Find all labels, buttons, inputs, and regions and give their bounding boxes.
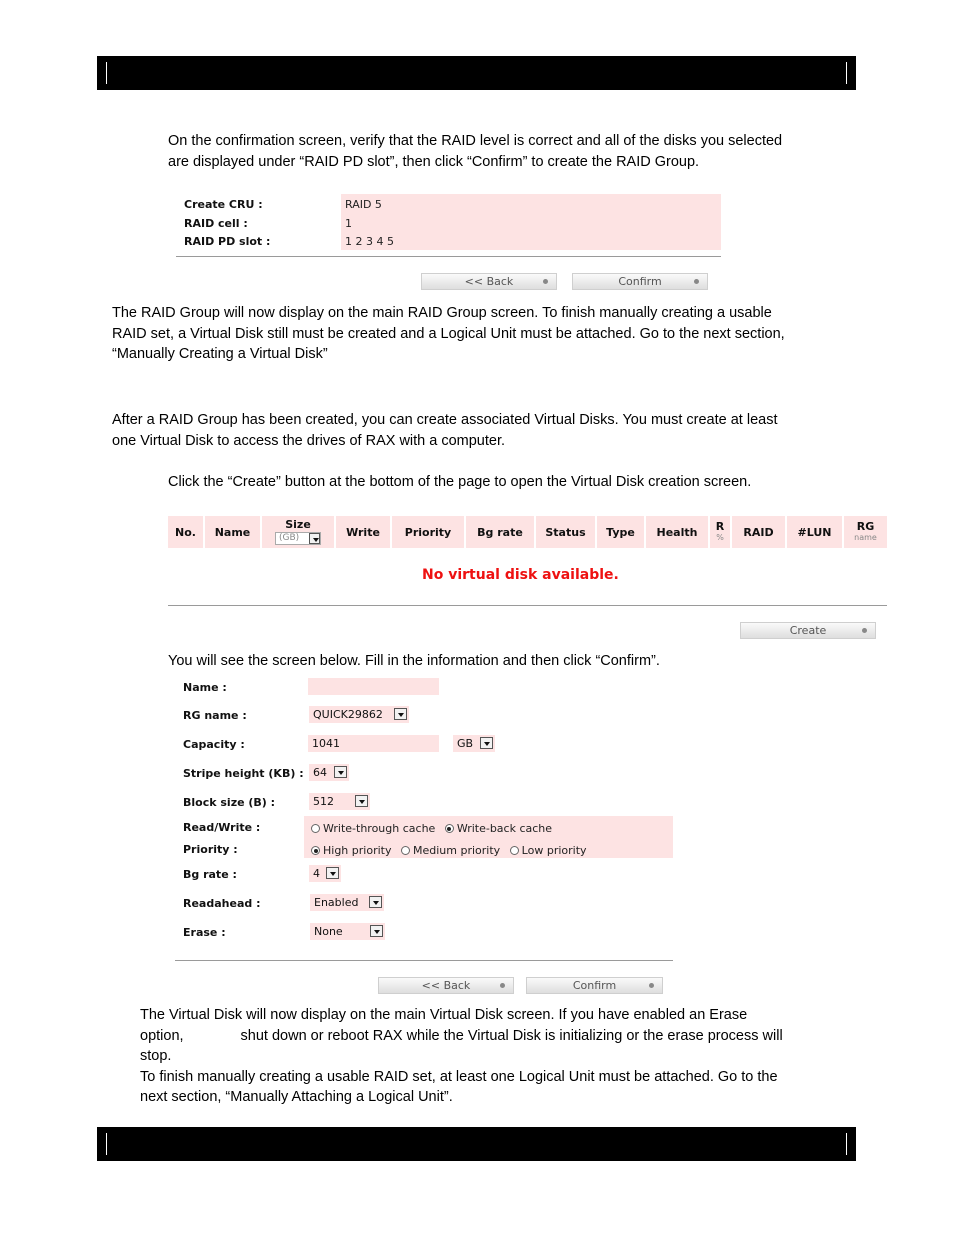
write-back-option[interactable]: Write-back cache [445,822,552,835]
chevron-down-icon [334,766,347,778]
chevron-down-icon [369,896,382,908]
page-header-bar [97,56,856,90]
stripe-height-label: Stripe height (KB) : [183,767,304,780]
vd-confirm-button[interactable]: Confirm [526,977,663,994]
write-through-option[interactable]: Write-through cache [311,822,435,835]
readahead-select[interactable]: Enabled [310,894,384,911]
vd-back-button[interactable]: << Back [378,977,514,994]
block-size-label: Block size (B) : [183,796,276,809]
priority-options [311,844,587,857]
priority-label: Priority : [183,843,238,856]
chevron-down-icon [394,708,407,720]
button-dot-icon [543,279,548,284]
rg-name-label: RG name : [183,709,247,722]
vd-table-divider [168,605,887,606]
after-rg-paragraph: After a RAID Group has been created, you can create associated Virtual Disks. You must create at least one Virtual Disk to access the drives of RAX with a computer. [112,412,778,449]
button-dot-icon [500,983,505,988]
rg-confirm-button[interactable]: Confirm [572,273,708,290]
erase-select[interactable]: None [310,923,385,940]
rg-done-paragraph: The RAID Group will now display on the main RAID Group screen. To finish manually creating a usable RAID set, a Virtual Disk still must be created and a Logical Unit must be attached. Go to the next section, “Manually Creating a Virtual Disk” [112,305,785,362]
capacity-input[interactable]: 1041 [308,735,439,752]
radio-selected-icon[interactable] [311,846,320,855]
click-create-paragraph: Click the “Create” button at the bottom of the page to open the Virtual Disk creation screen. [168,474,752,490]
chevron-down-icon [309,533,320,544]
radio-icon[interactable] [401,846,410,855]
col-lun[interactable]: #LUN [787,516,842,548]
read-write-label: Read/Write : [183,821,261,834]
chevron-down-icon [370,925,383,937]
footer-divider [742,1133,743,1155]
col-no[interactable]: No. [168,516,203,548]
page-footer-bar [97,1127,856,1161]
low-priority-option[interactable]: Low priority [510,844,587,857]
col-health[interactable]: Health [646,516,708,548]
col-status[interactable]: Status [536,516,595,548]
chevron-down-icon [480,737,493,749]
vd-table-header [168,516,887,548]
col-raid[interactable]: RAID [732,516,785,548]
vd-create-button[interactable]: Create [740,622,876,639]
name-input[interactable] [308,678,439,695]
capacity-unit-select[interactable]: GB [453,735,495,752]
col-write[interactable]: Write [336,516,390,548]
col-rg-name[interactable]: RG name [844,516,887,548]
raid-pd-slot-label: RAID PD slot : [184,235,271,248]
stripe-height-select[interactable]: 64 [309,764,349,781]
high-priority-option[interactable]: High priority [311,844,391,857]
chevron-down-icon [355,795,368,807]
rg-name-select[interactable]: QUICK29862 [309,706,409,723]
vd-done-paragraph: The Virtual Disk will now display on the main Virtual Disk screen. If you have enabled an Erase option, shut down or reboot RAX while the Virtual Disk is initializing or the erase process will stop. To finish manually creating a usable RAID set, at least one Logical Unit must be attached. Go to the next section, “Manually Attaching a Logical Unit”. [140,1007,783,1105]
name-label: Name : [183,681,227,694]
col-r-percent[interactable]: R % [710,516,730,548]
medium-priority-option[interactable]: Medium priority [401,844,500,857]
raid-cell-label: RAID cell : [184,217,248,230]
chevron-down-icon [326,867,339,879]
create-cru-value: RAID 5 [345,198,382,211]
rg-confirm-divider [176,256,721,257]
raid-cell-value: 1 [345,217,352,230]
button-dot-icon [694,279,699,284]
col-type[interactable]: Type [597,516,644,548]
create-cru-label: Create CRU : [184,198,263,211]
erase-label: Erase : [183,926,226,939]
radio-icon[interactable] [311,824,320,833]
vd-form-divider [175,960,673,961]
capacity-label: Capacity : [183,738,245,751]
button-dot-icon [862,628,867,633]
col-name[interactable]: Name [205,516,260,548]
col-bg-rate[interactable]: Bg rate [466,516,534,548]
rg-confirm-value-panel [341,194,721,250]
col-size[interactable]: Size (GB) [262,516,334,548]
read-write-options [311,822,552,835]
intro-paragraph: On the confirmation screen, verify that the RAID level is correct and all of the disks you selected are displayed under “RAID PD slot”, then click “Confirm” to create the RAID Group. [168,133,783,170]
col-priority[interactable]: Priority [392,516,464,548]
size-unit-select[interactable]: (GB) [275,532,321,545]
raid-pd-slot-value: 1 2 3 4 5 [345,235,394,248]
radio-icon[interactable] [510,846,519,855]
button-dot-icon [649,983,654,988]
bg-rate-label: Bg rate : [183,868,237,881]
block-size-select[interactable]: 512 [309,793,370,810]
readahead-label: Readahead : [183,897,261,910]
bg-rate-select[interactable]: 4 [309,865,341,882]
see-screen-paragraph: You will see the screen below. Fill in the information and then click “Confirm”. [168,653,660,669]
rg-back-button[interactable]: << Back [421,273,557,290]
radio-selected-icon[interactable] [445,824,454,833]
empty-table-message: No virtual disk available. [422,567,619,583]
